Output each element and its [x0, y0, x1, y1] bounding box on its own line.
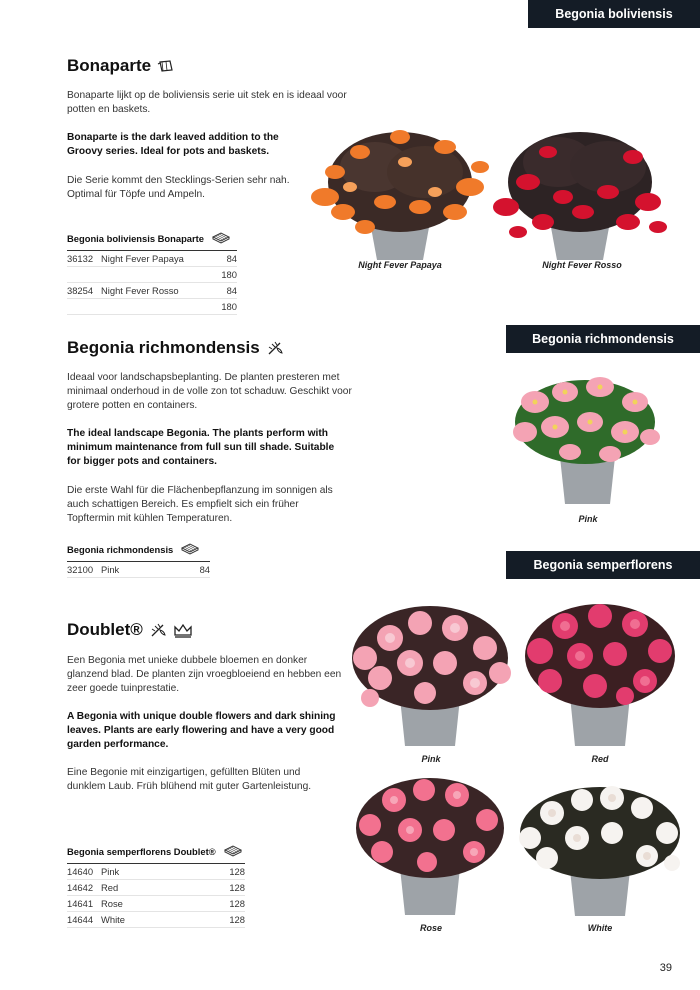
row-code: 36132 — [67, 253, 94, 264]
table-row — [67, 251, 237, 267]
bonaparte-en-text: Bonaparte is the dark leaved addition to the Groovy series. Ideal for pots and baskets. — [67, 132, 279, 157]
table-row — [67, 299, 237, 315]
plant-image-doublet-white — [512, 778, 687, 918]
richmondensis-title-text: Begonia richmondensis — [67, 338, 260, 357]
richmondensis-table — [67, 543, 210, 578]
row-code: 14640 — [67, 866, 94, 877]
row-qty: 128 — [229, 914, 245, 925]
table-row — [67, 896, 245, 912]
row-name: Rose — [101, 898, 123, 909]
plant-image-night-fever-rosso — [488, 112, 673, 262]
caption-doublet-pink: Pink — [421, 754, 441, 764]
table-header — [67, 845, 245, 864]
doublet-table — [67, 845, 245, 928]
row-code: 38254 — [67, 285, 94, 296]
row-qty: 84 — [226, 285, 237, 296]
row-code: 14644 — [67, 914, 94, 925]
row-name: Pink — [101, 564, 120, 575]
row-name: White — [101, 914, 125, 925]
bonaparte-nl-text: Bonaparte lijkt op de boliviensis serie uit stek en is ideaal voor potten en baskets. — [67, 90, 347, 115]
tray-icon — [212, 232, 230, 244]
bonaparte-title-text: Bonaparte — [67, 56, 152, 75]
row-name: Night Fever Rosso — [101, 285, 179, 296]
row-qty: 128 — [229, 882, 245, 893]
section-tab-semperflorens: Begonia semperflorens — [506, 551, 700, 579]
row-name: Pink — [101, 866, 120, 877]
basket-icon — [157, 58, 175, 74]
plant-image-richmondensis-pink — [505, 372, 665, 507]
bonaparte-title — [67, 56, 175, 76]
table-header — [67, 543, 210, 562]
row-qty: 84 — [199, 564, 210, 575]
caption-richmondensis-pink: Pink — [578, 514, 598, 524]
table-row — [67, 864, 245, 880]
doublet-nl-text: Een Begonia met unieke dubbele bloemen en donker glanzend blad. De planten zijn vroegbloeiend en hebben een zeer goede tuinprestatie. — [67, 655, 342, 694]
doublet-title-text: Doublet® — [67, 620, 143, 639]
page-number: 39 — [659, 962, 672, 974]
tray-icon — [224, 845, 242, 857]
table-title: Begonia boliviensis Bonaparte — [67, 232, 205, 244]
richmondensis-en-text: The ideal landscape Begonia. The plants perform with minimum maintenance from full sun till shade. Suitable for bigger pots and containers. — [67, 428, 335, 467]
caption-night-fever-papaya: Night Fever Papaya — [358, 260, 442, 270]
row-code: 14642 — [67, 882, 94, 893]
sun-shade-icon — [149, 622, 167, 638]
row-qty: 128 — [229, 866, 245, 877]
sun-shade-icon — [266, 340, 284, 356]
caption-night-fever-rosso: Night Fever Rosso — [542, 260, 622, 270]
row-code: 14641 — [67, 898, 94, 909]
table-title: Begonia semperflorens Doublet® — [67, 845, 216, 857]
caption-doublet-white: White — [587, 923, 613, 933]
doublet-en-text: A Begonia with unique double flowers and dark shining leaves. Plants are early flowering and have a very good garden performance. — [67, 711, 336, 750]
section-tab-boliviensis: Begonia boliviensis — [528, 0, 700, 28]
plant-image-doublet-red — [520, 596, 680, 748]
row-qty: 180 — [221, 301, 237, 312]
table-row — [67, 912, 245, 928]
row-name: Night Fever Papaya — [101, 253, 184, 264]
row-qty: 84 — [226, 253, 237, 264]
table-row — [67, 267, 237, 283]
richmondensis-nl-text: Ideaal voor landschapsbeplanting. De planten presteren met minimaal onderhoud in de volle zon tot schaduw. Geschikt voor grotere potten en containers. — [67, 372, 352, 411]
row-qty: 180 — [221, 269, 237, 280]
caption-doublet-red: Red — [591, 754, 609, 764]
table-header — [67, 232, 237, 251]
section-tab-richmondensis: Begonia richmondensis — [506, 325, 700, 353]
caption-doublet-rose: Rose — [419, 923, 442, 933]
richmondensis-de-text: Die erste Wahl für die Flächenbepflanzung im sonnigen als auch schattigen Bereich. Es empfielt sich ein früher Topftermin mit kühlen Temperaturen. — [67, 485, 333, 524]
richmondensis-title — [67, 338, 284, 358]
plant-image-doublet-pink — [345, 598, 515, 748]
doublet-de-text: Eine Begonie mit einzigartigen, gefüllten Blüten und dunklem Laub. Früh blühend mit guter Gartenleistung. — [67, 767, 312, 792]
bonaparte-table — [67, 232, 237, 315]
plant-image-doublet-rose — [352, 770, 510, 918]
table-row — [67, 880, 245, 896]
table-row — [67, 283, 237, 299]
tray-icon — [181, 543, 199, 555]
table-title: Begonia richmondensis — [67, 543, 174, 555]
row-qty: 128 — [229, 898, 245, 909]
table-row — [67, 562, 210, 578]
row-name: Red — [101, 882, 119, 893]
bonaparte-de-text: Die Serie kommt den Stecklings-Serien sehr nah. Optimal für Töpfe und Ampeln. — [67, 175, 290, 200]
row-code: 32100 — [67, 564, 94, 575]
crown-icon — [173, 622, 193, 638]
doublet-title — [67, 620, 193, 640]
plant-image-night-fever-papaya — [305, 112, 495, 262]
